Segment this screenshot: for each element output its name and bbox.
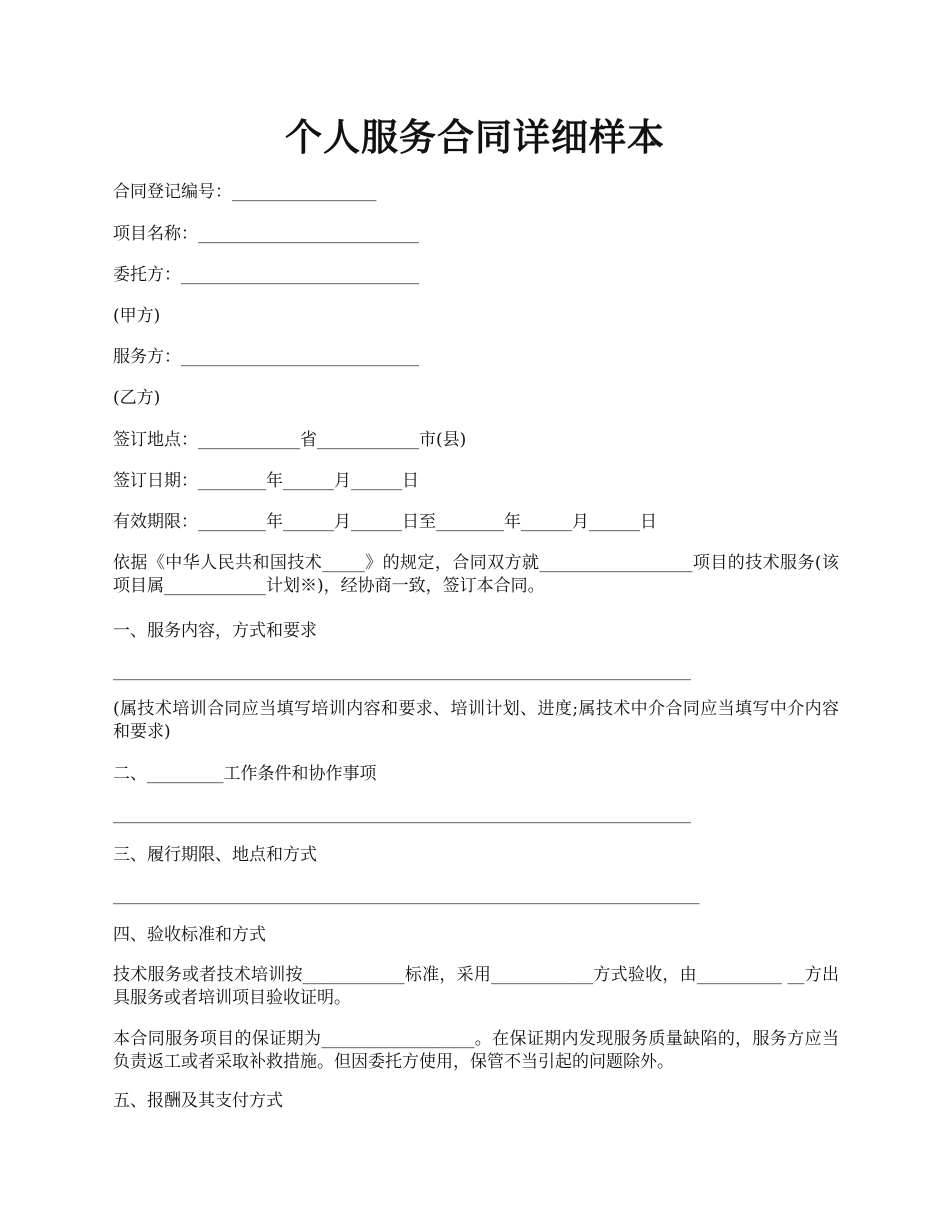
section-1-note: (属技术培训合同应当填写培训内容和要求、培训计划、进度;属技术中介合同应当填写中介内容和要求) — [113, 699, 839, 742]
section-5-title: 五、报酬及其支付方式 — [113, 1091, 283, 1111]
section-2-blank-line: ____________________________________________________________________ — [113, 804, 691, 824]
section-1-blank-line: ____________________________________________________________________ — [113, 661, 691, 681]
project-name-field: 项目名称：__________________________ — [113, 224, 419, 244]
section-4-acceptance-paragraph: 技术服务或者技术培训按____________标准，采用____________方式验收，由__________ __方出具服务或者培训项目验收证明。 — [113, 965, 839, 1008]
party-a-label: (甲方) — [113, 306, 161, 326]
section-1-title: 一、服务内容，方式和要求 — [113, 621, 317, 641]
validity-field: 有效期限：________年______月______日至________年______月______日 — [113, 512, 657, 532]
section-4-warranty-paragraph: 本合同服务项目的保证期为__________________。在保证期内发现服务质量缺陷的，服务方应当负责返工或者采取补救措施。但因委托方使用，保管不当引起的问题除外。 — [113, 1029, 839, 1072]
section-2-title: 二、_________工作条件和协作事项 — [113, 764, 377, 784]
basis-paragraph: 依据《中华人民共和国技术_____》的规定，合同双方就__________________项目的技术服务(该项目属____________计划※)，经协商一致，签订本合同。 — [113, 553, 839, 596]
document-title: 个人服务合同详细样本 — [285, 115, 665, 159]
section-4-title: 四、验收标准和方式 — [113, 925, 266, 945]
provider-field: 服务方：____________________________ — [113, 347, 419, 367]
sign-place-field: 签订地点：____________省____________市(县) — [113, 430, 467, 450]
party-b-label: (乙方) — [113, 388, 161, 408]
registration-number-field: 合同登记编号：_________________ — [113, 182, 377, 202]
client-field: 委托方：____________________________ — [113, 265, 419, 285]
sign-date-field: 签订日期：________年______月______日 — [113, 471, 419, 491]
section-3-blank-line: _____________________________________________________________________ — [113, 885, 700, 905]
section-3-title: 三、履行期限、地点和方式 — [113, 845, 317, 865]
